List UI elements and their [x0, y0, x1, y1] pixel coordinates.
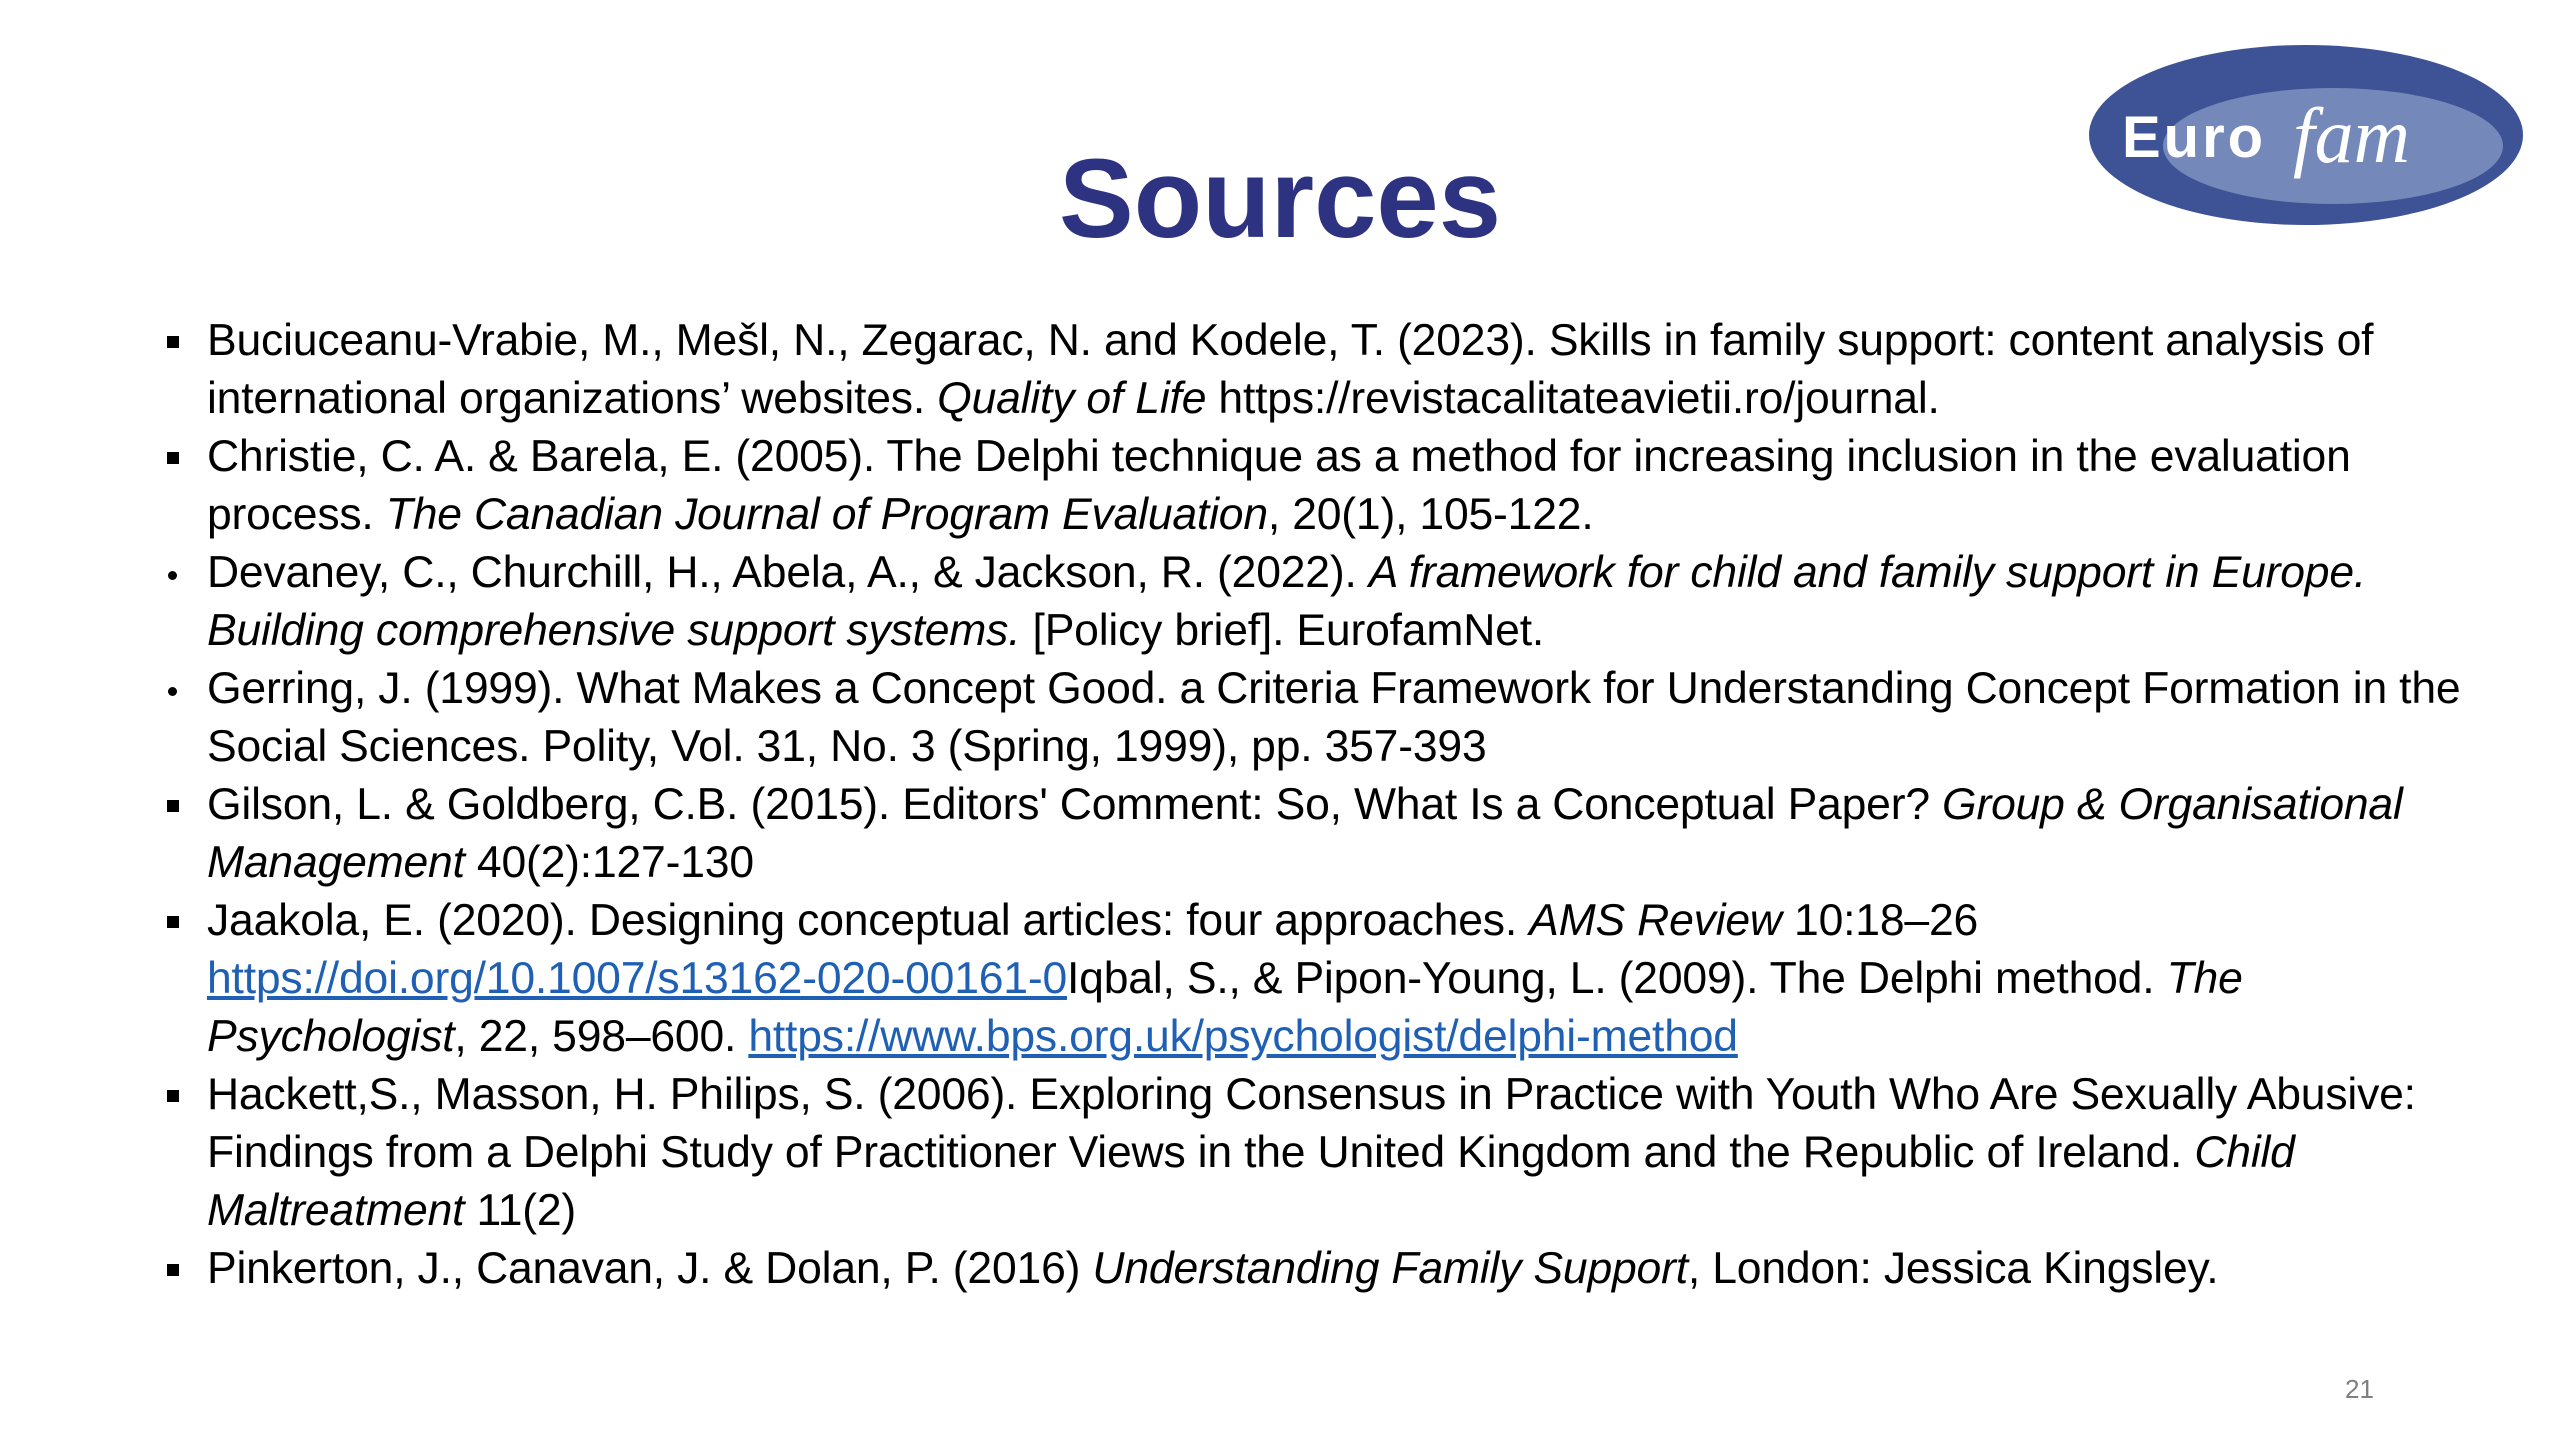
round-bullet-icon [163, 544, 193, 602]
square-bullet-icon [163, 312, 193, 370]
reference-italic-text: Understanding Family Support [1092, 1244, 1688, 1293]
page-number: 21 [2345, 1374, 2374, 1404]
slide-title: Sources [1059, 136, 1501, 261]
reference-text: Hackett,S., Masson, H. Philips, S. (2006). Exploring Consensus in Practice with Youth Who Are Sexually Abusive: Findings from a Delphi Study of Practitioner Views in the United Kingdom and the Republic of Ireland. [207, 1070, 2416, 1177]
reference-text: 11(2) [464, 1186, 577, 1235]
square-bullet-icon [163, 428, 193, 486]
reference-text: https://revistacalitateavietii.ro/journal. [1206, 374, 1940, 423]
reference-text: Gilson, L. & Goldberg, C.B. (2015). Editors' Comment: So, What Is a Conceptual Paper? [207, 780, 1943, 829]
reference-text: Buciuceanu-Vrabie, M., Mešl, N., Zegarac, N. and Kodele, T. (2023). Skills in family support: content analysis of international organizations’ websites. [207, 316, 2374, 423]
reference-text: 40(2):127-130 [464, 838, 754, 887]
reference-item [207, 892, 2467, 1066]
reference-item [207, 312, 2467, 428]
reference-text: , 22, 598–600. [454, 1012, 749, 1061]
reference-text: 10:18–26 [1781, 896, 1979, 945]
round-bullet-icon [163, 660, 193, 718]
svg-text:fam: fam [2293, 92, 2410, 179]
reference-text: Iqbal, S., & Pipon-Young, L. (2009). The Delphi method. [1067, 954, 2167, 1003]
reference-italic-text: Group & Organisational Management [207, 780, 2403, 887]
reference-italic-text: Quality of Life [937, 374, 1207, 423]
reference-link[interactable]: https://www.bps.org.uk/psychologist/delphi-method [748, 1012, 1738, 1061]
reference-italic-text: A framework for child and family support in Europe. Building comprehensive support systems. [207, 548, 2367, 655]
reference-link[interactable]: https://doi.org/10.1007/s13162-020-00161-0 [207, 954, 1068, 1003]
reference-italic-text: The Canadian Journal of Program Evaluation [385, 490, 1268, 539]
reference-item [207, 660, 2467, 776]
reference-item [207, 428, 2467, 544]
reference-item [207, 1240, 2467, 1298]
reference-italic-text: AMS Review [1529, 896, 1782, 945]
square-bullet-icon [163, 1066, 193, 1124]
reference-text: Gerring, J. (1999). What Makes a Concept Good. a Criteria Framework for Understanding Concept Formation in the Social Sciences. Polity, Vol. 31, No. 3 (Spring, 1999), pp. 357-393 [207, 664, 2461, 771]
reference-text: Pinkerton, J., Canavan, J. & Dolan, P. (2016) [207, 1244, 1093, 1293]
reference-text: Devaney, C., Churchill, H., Abela, A., & Jackson, R. (2022). [207, 548, 1369, 597]
reference-text: [Policy brief]. EurofamNet. [1020, 606, 1545, 655]
reference-text: Jaakola, E. (2020). Designing conceptual articles: four approaches. [207, 896, 1530, 945]
reference-text: , London: Jessica Kingsley. [1687, 1244, 2219, 1293]
reference-text: Christie, C. A. & Barela, E. (2005). The Delphi technique as a method for increasing inclusion in the evaluation process. [207, 432, 2351, 539]
square-bullet-icon [163, 776, 193, 834]
reference-italic-text: The Psychologist [207, 954, 2243, 1061]
svg-text:Euro: Euro [2122, 105, 2267, 170]
square-bullet-icon [163, 892, 193, 950]
reference-item [207, 1066, 2467, 1240]
reference-list [207, 312, 2467, 1298]
reference-item [207, 544, 2467, 660]
reference-item [207, 776, 2467, 892]
reference-italic-text: Child Maltreatment [207, 1128, 2295, 1235]
square-bullet-icon [163, 1240, 193, 1298]
reference-text: , 20(1), 105-122. [1267, 490, 1594, 539]
